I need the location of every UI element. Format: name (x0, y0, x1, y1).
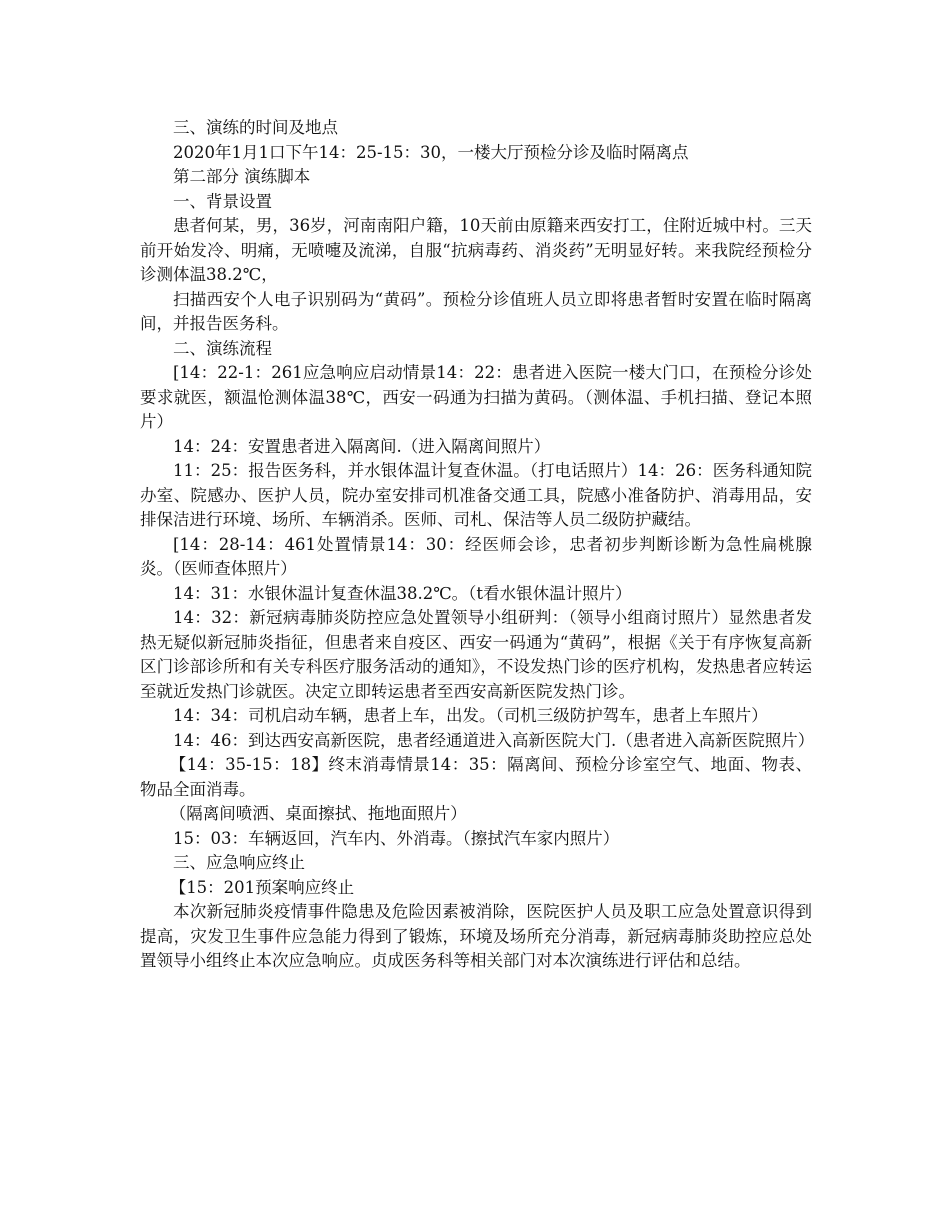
termination-heading: 三、应急响应终止 (173, 853, 305, 872)
process-step-9-photo: （隔离间喷洒、桌面擦拭、拖地面照片） (169, 804, 467, 823)
process-step-2: 14：24：安置患者进入隔离间.（进入隔离间照片） (173, 436, 551, 456)
process-step-4: [14：28-14：461处置情景14：30：经医师会诊，忠者初步判断诊断为急性扁桃腺炎。（医师查体照片） (140, 534, 812, 578)
termination-paragraph: 本次新冠肺炎疫情事件隐患及危险因素被消除，医院医护人员及职工应急处置意识得到提高，灾发卫生事件应急能力得到了锻炼，环境及场所充分消毒，新冠病毒肺炎助控应总处置领导小组终止本次应急响应。贞成医务科等相关部门对本次演练进行评估和总结。 (140, 902, 812, 970)
process-heading: 二、演练流程 (173, 338, 272, 358)
time-location-text: 2020年1月1口下午14：25-15：30，一楼大厅预检分诊及临时隔离点 (173, 142, 689, 162)
process-step-6: 14：32：新冠病毒肺炎防控应急处置领导小组研判：（领导小组商讨照片）显然患者发热无疑似新冠肺炎指征，但患者来自疫区、西安一码通为“黄码”，根据《关于有序恢复高新区门诊部诊所和有关专科医疗服务活动的通知》，不设发热门诊的医疗机构，发热患者应转运至就近发热门诊就医。决定立即转运患者至西安高新医院发热门诊。 (140, 608, 812, 701)
document-body (140, 116, 815, 974)
part-two-heading: 第二部分 演练脚本 (173, 167, 311, 186)
process-step-3: 11：25：报告医务科，并水银体温计复查休温。（打电话照片）14：26：医务科通知院办室、院感办、医护人员，院办室安排司机准备交通工具，院感小准备防护、消毒用品，安排保洁进行环境、场所、车辆消杀。医师、司札、保洁等人员二级防护藏结。 (140, 461, 812, 529)
process-step-1: [14：22-1：261应急响应启动情景14：22：患者进入医院一楼大门口，在预检分诊处要求就医，额温怆测体温38℃，西安一码通为扫描为黄码。（测体温、手机扫描、登记本照片） (140, 363, 812, 431)
section-heading-time-location: 三、演练的时间及地点 (173, 118, 338, 137)
background-paragraph-2: 扫描西安个人电子识别码为“黄码”。预检分诊值班人员立即将患者暂时安置在临时隔离间，并报告医务科。 (140, 289, 812, 333)
process-step-8: 14：46：到达西安高新医院，患者经通道进入高新医院大门.（患者进入高新医院照片） (173, 730, 815, 750)
background-heading: 一、背景设置 (173, 191, 272, 211)
process-step-7: 14：34：司机启动车辆，患者上车，出发。（司机三级防护驾车，患者上车照片） (173, 706, 768, 725)
process-step-9: 【14：35-15：18】终末消毒情景14：35：隔离间、预检分诊室空气、地面、物表、物品全面消毒。 (140, 755, 812, 799)
termination-time: 【15：201预案响应终止 (169, 877, 355, 897)
background-paragraph-1: 患者何某，男，36岁，河南南阳户籍，10天前由原籍来西安打工，住附近城中村。三天前开始发冷、明痛，无喷嚏及流涕，自服“抗病毒药、消炎药”无明显好转。来我院经预检分诊测体温38.2℃， (140, 216, 812, 284)
process-step-5: 14：31：水银休温计复查休温38.2℃。（t看水银休温计照片） (173, 583, 632, 603)
process-step-10: 15：03：车辆返回，汽车内、外消毒。（擦拭汽车家内照片） (173, 828, 620, 848)
